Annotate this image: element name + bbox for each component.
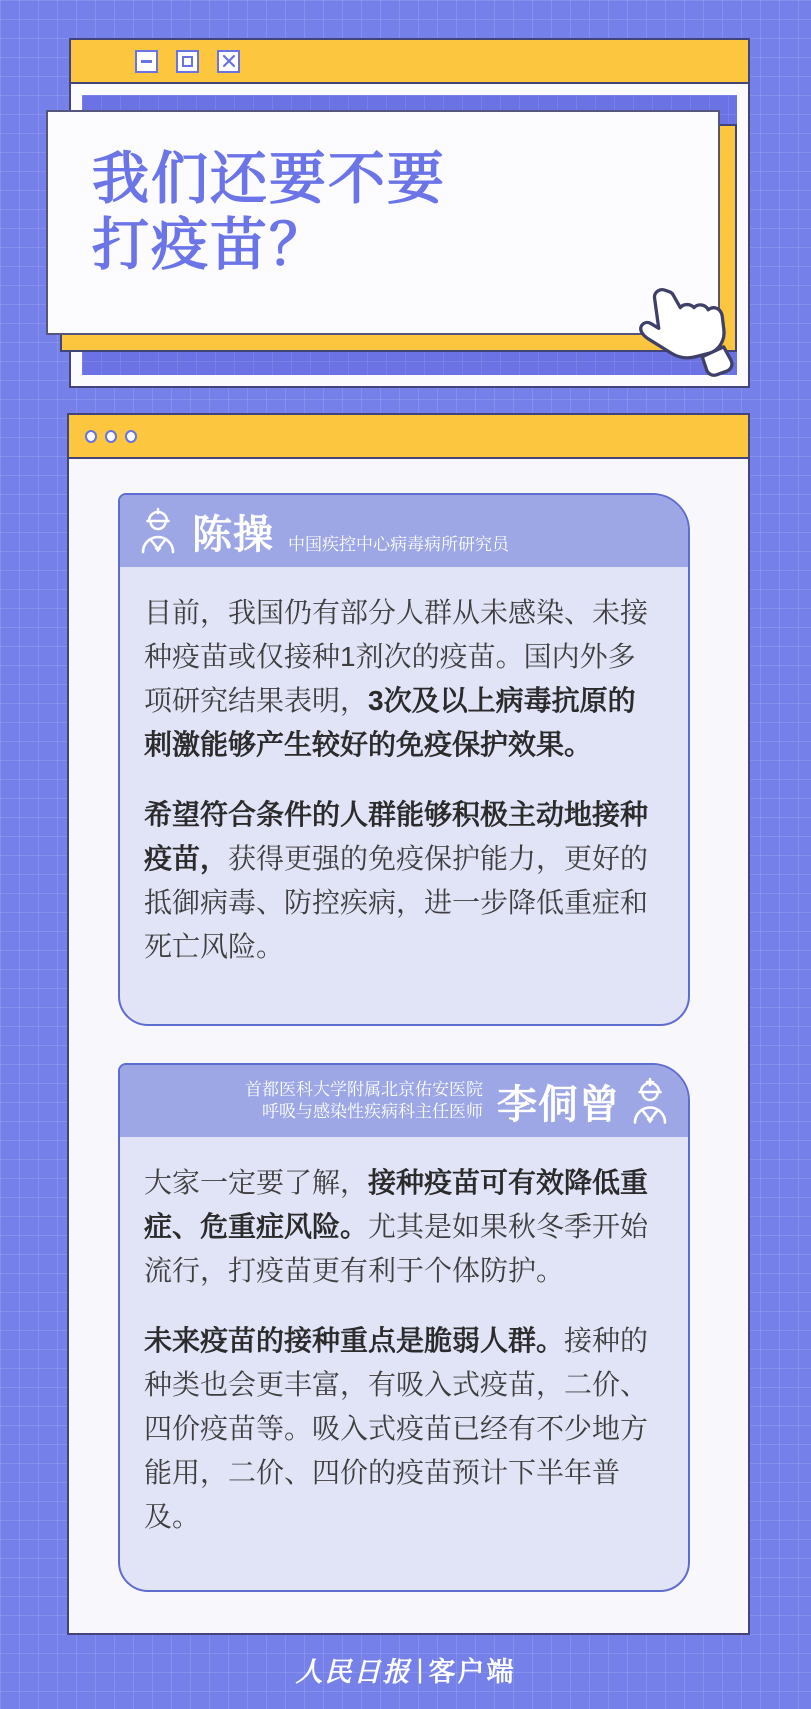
expert-affiliation-line2: 呼吸与感染性疾病科主任医师 bbox=[262, 1102, 483, 1121]
page-title-line1: 我们还要不要 bbox=[92, 147, 446, 211]
brand-logo-script: 人民日报 bbox=[295, 1656, 412, 1688]
doctor-icon bbox=[138, 507, 178, 555]
doctor-icon bbox=[630, 1077, 670, 1125]
statement-paragraph: 大家一定要了解，接种疫苗可有效降低重症、危重症风险。尤其是如果秋冬季开始流行，打疫苗更有利于个体防护。 bbox=[144, 1167, 649, 1286]
title-window-titlebar bbox=[71, 40, 748, 84]
brand-divider: | bbox=[416, 1653, 424, 1684]
maximize-icon bbox=[182, 56, 193, 67]
dot-icon bbox=[125, 430, 137, 443]
dot-icon bbox=[85, 430, 97, 443]
minimize-icon bbox=[141, 60, 152, 63]
minimize-button[interactable] bbox=[135, 50, 158, 73]
expert-header bbox=[120, 1065, 688, 1137]
footer-brand bbox=[0, 1646, 811, 1692]
expert-statement bbox=[120, 567, 688, 969]
expert-affiliation-line1: 首都医科大学附属北京佑安医院 bbox=[245, 1079, 483, 1099]
expert-header bbox=[120, 495, 688, 567]
statement-paragraph: 未来疫苗的接种重点是脆弱人群。接种的种类也会更丰富，有吸入式疫苗，二价、四价疫苗等。吸入式疫苗已经有不少地方能用，二价、四价的疫苗预计下半年普及。 bbox=[144, 1325, 649, 1532]
expert-statement bbox=[120, 1137, 688, 1539]
headline-card bbox=[46, 110, 720, 335]
expert-card-litongzeng bbox=[118, 1063, 690, 1592]
expert-name: 李侗曾 bbox=[497, 1082, 620, 1127]
expert-name: 陈操 bbox=[192, 512, 274, 557]
statement-paragraph: 希望符合条件的人群能够积极主动地接种疫苗，获得更强的免疫保护能力，更好的抵御病毒、防控疾病，进一步降低重症和死亡风险。 bbox=[144, 799, 649, 962]
dot-icon bbox=[105, 430, 117, 443]
close-icon bbox=[222, 54, 236, 68]
expert-affiliation bbox=[245, 1079, 483, 1123]
maximize-button[interactable] bbox=[176, 50, 199, 73]
expert-card-chencao bbox=[118, 493, 690, 1026]
expert-affiliation: 中国疾控中心病毒病所研究员 bbox=[288, 535, 509, 554]
content-window-titlebar bbox=[69, 415, 748, 459]
brand-suffix: 客户端 bbox=[428, 1656, 516, 1687]
page-title bbox=[92, 146, 698, 278]
statement-paragraph: 目前，我国仍有部分人群从未感染、未接种疫苗或仅接种1剂次的疫苗。国内外多项研究结果表明，3次及以上病毒抗原的刺激能够产生较好的免疫保护效果。 bbox=[144, 597, 649, 760]
content-window bbox=[67, 413, 750, 1635]
page-title-line2: 打疫苗？ bbox=[92, 213, 328, 278]
close-button[interactable] bbox=[217, 50, 240, 73]
